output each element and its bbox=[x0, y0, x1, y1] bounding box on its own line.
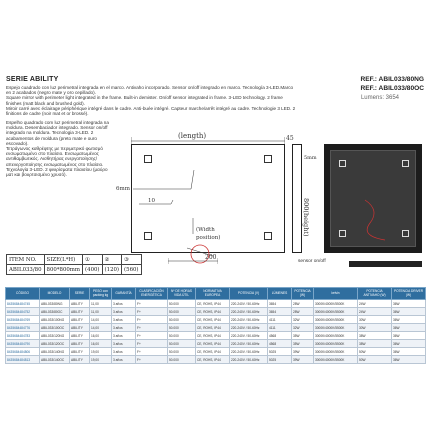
description-block bbox=[6, 85, 296, 116]
table-cell: ABIL033/80OC bbox=[40, 308, 70, 316]
table-row bbox=[6, 324, 426, 332]
column-header: kelvin bbox=[314, 288, 358, 300]
table-cell: 220-240V / 50-60Hz bbox=[230, 332, 268, 340]
photo-square-top-left bbox=[339, 160, 346, 167]
column-header: Nº DE HORAS VIDA ÚTIL bbox=[168, 288, 196, 300]
table-cell: 8435684484813 bbox=[6, 356, 40, 364]
table-cell: ABIL033/80NG bbox=[40, 300, 70, 308]
spec-cell: ① bbox=[83, 255, 103, 265]
table-cell: 14,00 bbox=[90, 316, 112, 324]
sensor-cable bbox=[360, 195, 400, 245]
table-cell: 39W bbox=[292, 356, 314, 364]
table-cell: 35W bbox=[292, 340, 314, 348]
table-cell: 8435684484745 bbox=[6, 300, 40, 308]
table-cell: 3 años bbox=[112, 332, 136, 340]
table-cell: 35W bbox=[292, 332, 314, 340]
table-cell: 36W bbox=[392, 300, 426, 308]
table-cell: 3000K/4000K/5500K bbox=[314, 316, 358, 324]
spec-cell: SIZE(L*H) bbox=[44, 255, 83, 265]
table-cell: 28W bbox=[292, 308, 314, 316]
table-cell: CE, ROHS, IP44 bbox=[196, 356, 230, 364]
description-column bbox=[6, 120, 114, 177]
table-cell: 8435684484776 bbox=[6, 324, 40, 332]
dimension-10: 10 bbox=[148, 198, 155, 204]
spec-cell: 800*800mm bbox=[44, 265, 83, 275]
column-header: SERIE bbox=[70, 288, 90, 300]
table-header-row bbox=[6, 288, 426, 300]
column-header: POTENCIA (W) bbox=[292, 288, 314, 300]
table-cell: F+ bbox=[136, 300, 168, 308]
table-cell: 3 años bbox=[112, 324, 136, 332]
table-cell: 16,00 bbox=[90, 332, 112, 340]
table-cell: 28W bbox=[292, 300, 314, 308]
table-cell: ABIL033/140NG bbox=[40, 348, 70, 356]
description-pt: Espelho quadrado com luz perimetral integrada na moldura. Desembaciador integrado. Sensor on/off integrado na moldura. Tecnologia 3-LED. 2 acabamentos de moldura (preto mate e ouro escovado). bbox=[6, 120, 109, 146]
table-cell: CE, ROHS, IP44 bbox=[196, 340, 230, 348]
table-cell: 36W bbox=[392, 332, 426, 340]
table-cell: 36W bbox=[392, 324, 426, 332]
table-cell: 19,00 bbox=[90, 348, 112, 356]
table-cell: 8435684484752 bbox=[6, 308, 40, 316]
table-cell: 50.000 bbox=[168, 300, 196, 308]
table-cell: ABILITY bbox=[70, 300, 90, 308]
table-cell: ABILITY bbox=[70, 332, 90, 340]
description-gr: Τετράγωνος καθρέφτης με περιμετρικό φωτισμό ενσωματωμένο στο πλαίσιο. Ενσωματωμένος αντιθαμβωτικός. Αισθητήρας ενεργοποίησης/απενεργοποίησης ενσωματωμένος στο πλαίσιο. Τεχνολογία 3-LED. 2 φινιρίσματα πλαισίου (μαύρο ματ και βουρτσισμένο χρυσό). bbox=[6, 146, 108, 178]
photo-square-top-right bbox=[402, 160, 409, 167]
table-cell: 39W bbox=[292, 348, 314, 356]
table-cell: 36W bbox=[392, 348, 426, 356]
series-title: SERIE ABILITY bbox=[6, 76, 59, 83]
table-cell: F+ bbox=[136, 324, 168, 332]
table-cell: 50.000 bbox=[168, 316, 196, 324]
table-cell: 4568 bbox=[268, 332, 292, 340]
table-cell: 50.000 bbox=[168, 340, 196, 348]
spec-cell: ITEM NO. bbox=[7, 255, 45, 265]
table-cell: 4568 bbox=[268, 340, 292, 348]
spec-cell: ABIL033/80 bbox=[7, 265, 45, 275]
table-cell: ABIL033/140OC bbox=[40, 356, 70, 364]
description-en: Square mirror with perimeter light integrated in the frame. Built-in demister. On/off sensor integrated in frame. 3-LED technology. 2 frame finishes (matt black and brushed gold). bbox=[6, 95, 283, 106]
table-cell: ABIL033/120OC bbox=[40, 340, 70, 348]
column-header: POTENCIA (V) bbox=[230, 288, 268, 300]
table-cell: 3 años bbox=[112, 308, 136, 316]
table-cell: 4111 bbox=[268, 324, 292, 332]
table-row bbox=[6, 308, 426, 316]
spec-table-row bbox=[7, 255, 142, 265]
table-cell: 3000K/4000K/5500K bbox=[314, 300, 358, 308]
description-es: Espejo cuadrado con luz perimetral integrada en el marco. Antivaho incorporado. Sensor on/off integrado en marco. Tecnología 3-LED.Marco en 2 acabados (negro mate y oro cepillado). bbox=[6, 85, 294, 96]
table-cell: 220-240V / 50-60Hz bbox=[230, 316, 268, 324]
spec-cell: ② bbox=[102, 255, 122, 265]
column-header: LÚMENES bbox=[268, 288, 292, 300]
table-cell: 8435684484783 bbox=[6, 332, 40, 340]
table-cell: 5025 bbox=[268, 348, 292, 356]
table-row bbox=[6, 332, 426, 340]
table-cell: CE, ROHS, IP44 bbox=[196, 348, 230, 356]
table-cell: F+ bbox=[136, 308, 168, 316]
table-cell: CE, ROHS, IP44 bbox=[196, 324, 230, 332]
table-cell: 50.000 bbox=[168, 332, 196, 340]
table-cell: 50.000 bbox=[168, 356, 196, 364]
spec-cell: (400) bbox=[83, 265, 103, 275]
table-cell: F+ bbox=[136, 356, 168, 364]
table-cell: ABIL033/120NG bbox=[40, 332, 70, 340]
table-cell: 220-240V / 50-60Hz bbox=[230, 356, 268, 364]
table-row bbox=[6, 316, 426, 324]
height-dimension-label: 800(height) bbox=[302, 198, 310, 237]
table-cell: 3000K/4000K/5500K bbox=[314, 340, 358, 348]
reference-code-gold: REF.: ABIL033/80OC bbox=[360, 85, 424, 92]
table-cell: 3000K/4000K/5500K bbox=[314, 308, 358, 316]
table-cell: CE, ROHS, IP44 bbox=[196, 316, 230, 324]
table-cell: ABILITY bbox=[70, 324, 90, 332]
dimension-5mm: 5mm bbox=[304, 155, 317, 161]
table-cell: ABIL033/100NG bbox=[40, 316, 70, 324]
sensor-label: sensor on/off bbox=[298, 259, 326, 264]
table-cell: 36W bbox=[392, 340, 426, 348]
column-header: GARANTÍA bbox=[112, 288, 136, 300]
table-cell: ABILITY bbox=[70, 356, 90, 364]
product-data-table bbox=[5, 287, 426, 364]
spec-table bbox=[6, 254, 142, 275]
spec-cell: ③ bbox=[122, 255, 142, 265]
table-cell: 14,00 bbox=[90, 324, 112, 332]
table-cell: 32W bbox=[292, 316, 314, 324]
table-cell: CE, ROHS, IP44 bbox=[196, 308, 230, 316]
column-header: POTENCIA DRIVER (W) bbox=[392, 288, 426, 300]
table-cell: 50.000 bbox=[168, 348, 196, 356]
photo-square-bottom-right bbox=[402, 230, 409, 237]
table-cell: 3000K/4000K/5500K bbox=[314, 324, 358, 332]
mirror-side-view bbox=[292, 144, 302, 253]
table-cell: 3 años bbox=[112, 300, 136, 308]
dimension-6mm: 6mm bbox=[116, 186, 130, 192]
frame-profile-photo bbox=[349, 261, 422, 267]
spec-table-row bbox=[7, 265, 142, 275]
table-cell: 50.000 bbox=[168, 308, 196, 316]
table-cell: 38W bbox=[358, 340, 392, 348]
table-row bbox=[6, 356, 426, 364]
table-cell: 3000K/4000K/5500K bbox=[314, 348, 358, 356]
table-cell: 50W bbox=[358, 356, 392, 364]
table-cell: 36W bbox=[392, 308, 426, 316]
table-cell: ABILITY bbox=[70, 348, 90, 356]
table-cell: 3 años bbox=[112, 316, 136, 324]
table-cell: 3654 bbox=[268, 308, 292, 316]
table-cell: 3 años bbox=[112, 340, 136, 348]
column-header: CLASIFICACIÓN ENERGÉTICA bbox=[136, 288, 168, 300]
table-cell: 30W bbox=[358, 316, 392, 324]
description-fr: Miroir carré avec éclairage périphérique intégré dans le cadre. Anti-buée intégré. Capteur marche/arrêt intégré au cadre. Technologie 3 LED. 2 finitions de cadre (noir mat et or brossé). bbox=[6, 105, 296, 117]
table-cell: 11,00 bbox=[90, 300, 112, 308]
table-cell: 4111 bbox=[268, 316, 292, 324]
column-header: CÓDIGO bbox=[6, 288, 40, 300]
table-cell: F+ bbox=[136, 348, 168, 356]
reference-code-black: REF.: ABIL033/80NG bbox=[360, 76, 424, 83]
table-cell: ABILITY bbox=[70, 340, 90, 348]
column-header: POTENCIA ANTIVAHO (W) bbox=[358, 288, 392, 300]
column-header: MODELO bbox=[40, 288, 70, 300]
width-position-label: (Width bbox=[196, 227, 215, 233]
lumens-value: Lumens: 3654 bbox=[360, 95, 399, 101]
dimension-45: 45 bbox=[286, 135, 294, 142]
table-cell: 5025 bbox=[268, 356, 292, 364]
table-cell: 32W bbox=[292, 324, 314, 332]
table-row bbox=[6, 348, 426, 356]
dimension-200: 200 bbox=[205, 254, 217, 261]
table-cell: 8435684484806 bbox=[6, 348, 40, 356]
table-cell: 3654 bbox=[268, 300, 292, 308]
table-cell: 50.000 bbox=[168, 324, 196, 332]
table-cell: 16,00 bbox=[90, 340, 112, 348]
table-cell: 50W bbox=[358, 348, 392, 356]
table-cell: 11,00 bbox=[90, 308, 112, 316]
table-cell: F+ bbox=[136, 332, 168, 340]
spec-cell: (560) bbox=[122, 265, 142, 275]
table-cell: 24W bbox=[358, 300, 392, 308]
table-cell: 36W bbox=[392, 316, 426, 324]
table-row bbox=[6, 300, 426, 308]
table-cell: 220-240V / 50-60Hz bbox=[230, 300, 268, 308]
table-cell: CE, ROHS, IP44 bbox=[196, 300, 230, 308]
position-label: position) bbox=[196, 235, 221, 241]
table-cell: ABILITY bbox=[70, 308, 90, 316]
spec-cell: (120) bbox=[102, 265, 122, 275]
table-cell: 19,00 bbox=[90, 356, 112, 364]
table-cell: 3 años bbox=[112, 356, 136, 364]
table-cell: 220-240V / 50-60Hz bbox=[230, 324, 268, 332]
table-cell: 220-240V / 50-60Hz bbox=[230, 348, 268, 356]
column-header: NORMATIVA EUROPEA bbox=[196, 288, 230, 300]
table-cell: 220-240V / 50-60Hz bbox=[230, 340, 268, 348]
table-cell: 8435684484790 bbox=[6, 340, 40, 348]
table-cell: 8435684484769 bbox=[6, 316, 40, 324]
table-cell: 36W bbox=[392, 356, 426, 364]
table-cell: 38W bbox=[358, 332, 392, 340]
table-row bbox=[6, 340, 426, 348]
table-cell: F+ bbox=[136, 340, 168, 348]
column-header: PESO con packing kg bbox=[90, 288, 112, 300]
table-cell: ABILITY bbox=[70, 316, 90, 324]
photo-square-bottom-left bbox=[339, 230, 346, 237]
table-cell: 220-240V / 50-60Hz bbox=[230, 308, 268, 316]
table-cell: 3000K/4000K/5500K bbox=[314, 332, 358, 340]
table-cell: 30W bbox=[358, 324, 392, 332]
table-cell: CE, ROHS, IP44 bbox=[196, 332, 230, 340]
table-cell: F+ bbox=[136, 316, 168, 324]
table-cell: 3 años bbox=[112, 348, 136, 356]
length-dimension-label: (length) bbox=[178, 132, 207, 140]
table-cell: 24W bbox=[358, 308, 392, 316]
table-cell: 3000K/4000K/5500K bbox=[314, 356, 358, 364]
table-cell: ABIL033/100OC bbox=[40, 324, 70, 332]
